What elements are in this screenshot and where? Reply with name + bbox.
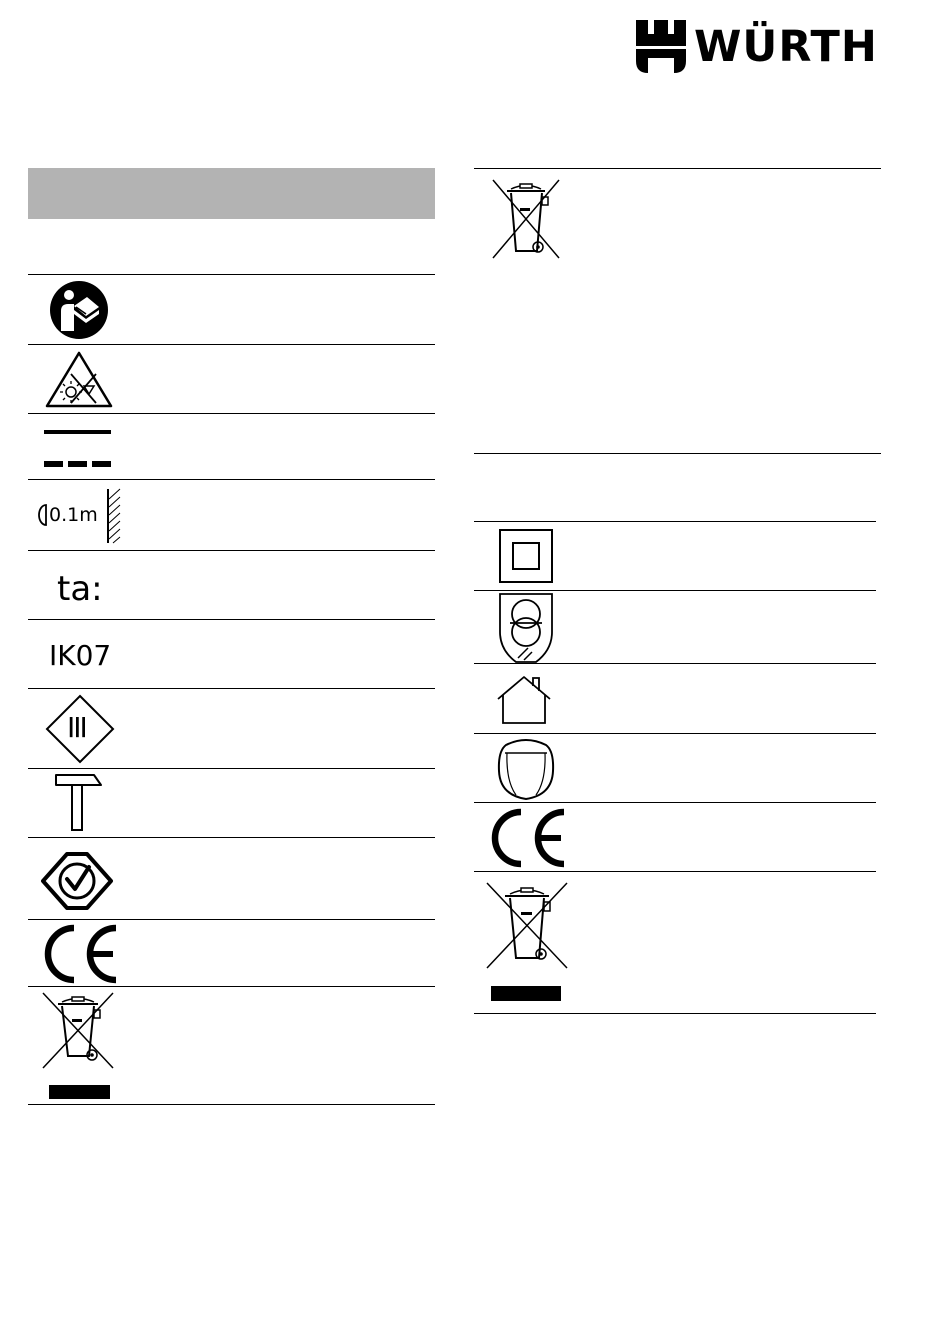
- table-rule: [28, 479, 435, 480]
- section-header-bar: [28, 168, 435, 219]
- ambient-temperature-label: ta:: [57, 569, 103, 609]
- table-rule: [28, 550, 435, 551]
- wurth-tower-icon: [636, 20, 686, 74]
- hammer-icon: [55, 774, 103, 832]
- table-rule: [474, 168, 881, 169]
- ce-mark-icon: [40, 926, 118, 982]
- table-rule: [474, 1013, 876, 1014]
- table-rule: [474, 453, 881, 454]
- table-rule: [28, 413, 435, 414]
- table-rule: [474, 733, 876, 734]
- table-rule: [28, 344, 435, 345]
- table-rule: [28, 986, 435, 987]
- table-rule: [474, 802, 876, 803]
- wurth-logo: [636, 20, 878, 74]
- table-rule: [28, 837, 435, 838]
- table-rule: [474, 590, 876, 591]
- shield-enclosure-icon: [498, 737, 554, 801]
- read-manual-icon: [50, 281, 108, 339]
- no-stare-light-warning-icon: [44, 350, 114, 408]
- ce-mark-icon: [487, 810, 567, 866]
- brand-wordmark: WÜRTH: [694, 22, 878, 72]
- table-rule: [474, 521, 876, 522]
- safety-transformer-icon: [498, 592, 554, 664]
- table-rule: [28, 619, 435, 620]
- rcm-compliance-mark-icon: [39, 851, 115, 911]
- table-rule: [474, 871, 876, 872]
- impact-rating-label: IK07: [49, 639, 112, 672]
- table-rule: [28, 274, 435, 275]
- minimum-distance-label: 0.1m: [49, 504, 98, 526]
- table-rule: [28, 1104, 435, 1105]
- table-rule: [28, 688, 435, 689]
- weee-crossed-bin-icon: [486, 882, 568, 1002]
- direct-current-icon: [44, 430, 112, 468]
- table-rule: [28, 768, 435, 769]
- table-rule: [28, 919, 435, 920]
- protection-class-2-icon: [499, 529, 553, 583]
- indoor-use-house-icon: [496, 675, 552, 725]
- weee-crossed-bin-icon: [42, 992, 114, 1100]
- protection-class-3-label: III: [67, 711, 86, 744]
- weee-crossed-bin-icon: [492, 179, 560, 259]
